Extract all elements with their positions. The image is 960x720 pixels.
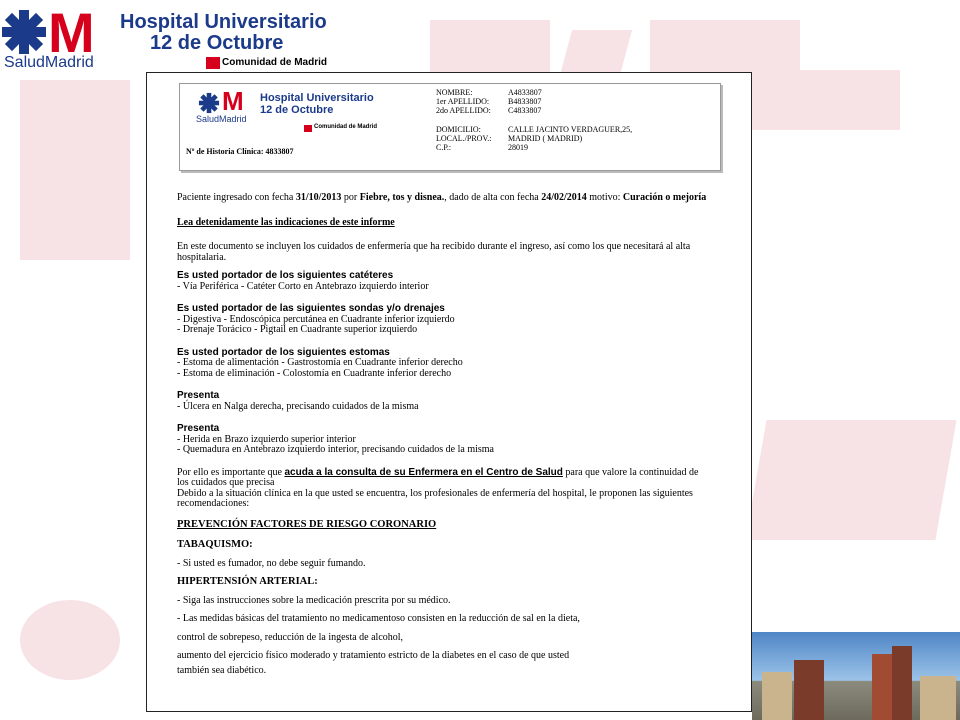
section-item: - Úlcera en Nalga derecha, precisando cuidados de la misma bbox=[177, 400, 419, 412]
patient-field bbox=[436, 97, 632, 106]
field-value: MADRID ( MADRID) bbox=[508, 134, 583, 143]
madrid-m-logo: M bbox=[48, 1, 93, 64]
hospital-name bbox=[120, 12, 327, 54]
report-hospital-line2: 12 de Octubre bbox=[260, 104, 334, 116]
patient-field bbox=[436, 106, 632, 115]
historia-clinica: Nº de Historia Clínica: 4833807 bbox=[186, 147, 294, 156]
section-item: - Vía Periférica - Catéter Corto en Antebrazo izquierdo interior bbox=[177, 280, 429, 292]
field-value: 28019 bbox=[508, 143, 528, 152]
patient-fields bbox=[436, 88, 632, 152]
report-header bbox=[179, 83, 721, 171]
saludmadrid-star-icon bbox=[198, 92, 220, 114]
section-title: Es usted portador de las siguientes sondas y/o drenajes bbox=[177, 303, 445, 314]
discharge-date: 24/02/2014 bbox=[541, 192, 587, 203]
discharge-motive: Curación o mejoría bbox=[622, 192, 707, 203]
recommendations-intro: Debido a la situación clínica en la que usted se encuentra, los profesionales de enfermería del hospital, le proponen las siguientes recomendaciones: bbox=[177, 487, 693, 509]
saludmadrid-star-icon bbox=[2, 8, 46, 56]
hospital-name-line1: Hospital Universitario bbox=[120, 11, 327, 33]
admission-date: 31/10/2013 bbox=[295, 192, 342, 203]
patient-field bbox=[436, 125, 632, 134]
patient-field bbox=[436, 88, 632, 97]
hospital-building-photo bbox=[752, 632, 960, 720]
field-label: NOMBRE: bbox=[436, 88, 473, 97]
section-item: - Digestiva - Endoscópica percutánea en Cuadrante inferior izquierdo bbox=[177, 313, 455, 325]
comunidad-flag-icon bbox=[206, 57, 220, 69]
followup-emphasis: acuda a la consulta de su Enfermera en el Centro de Salud bbox=[284, 466, 563, 478]
admission-reason: Fiebre, tos y disnea. bbox=[359, 192, 445, 203]
section-item: - Estoma de alimentación - Gastrostomía en Cuadrante inferior derecho bbox=[177, 357, 463, 368]
discharge-report-page bbox=[146, 72, 752, 712]
section-title: Es usted portador de los siguientes estomas bbox=[177, 346, 390, 358]
report-hospital-line1: Hospital Universitario bbox=[260, 92, 374, 104]
section-item: - Herida en Brazo izquierdo superior interior bbox=[177, 433, 356, 445]
tabaquismo-text: - Si usted es fumador, no debe seguir fumando. bbox=[177, 557, 366, 569]
section-item: - Drenaje Torácico - Pigtail en Cuadrante superior izquierdo bbox=[177, 324, 418, 335]
tabaquismo-title: TABAQUISMO: bbox=[177, 539, 253, 550]
madrid-m-logo: M bbox=[222, 86, 244, 116]
hospital-name-line2: 12 de Octubre bbox=[150, 32, 284, 54]
followup-text: Por ello es importante que acuda a la consulta de su Enfermera en el Centro de Salud para que valore la continuidad de los cuidados que precisa bbox=[177, 466, 699, 488]
document-intro: En este documento se incluyen los cuidados de enfermería que ha recibido durante el ingreso, así como los que necesitará al alta hospitalaria. bbox=[177, 241, 691, 263]
section-title: Es usted portador de los siguientes catéteres bbox=[177, 270, 394, 281]
field-label: 1er APELLIDO: bbox=[436, 97, 490, 106]
saludmadrid-wordmark: SaludMadrid bbox=[196, 114, 247, 124]
field-value: C4833807 bbox=[508, 106, 542, 115]
field-value: CALLE JACINTO VERDAGUER,25, bbox=[508, 125, 633, 134]
comunidad-label: Comunidad de Madrid bbox=[222, 57, 327, 68]
hipertension-item: también sea diabético. bbox=[177, 664, 267, 676]
hipertension-item: - Siga las instrucciones sobre la medicación prescrita por su médico. bbox=[177, 594, 451, 606]
hipertension-item: control de sobrepeso, reducción de la ingesta de alcohol, bbox=[177, 631, 404, 643]
prevention-title: PREVENCIÓN FACTORES DE RIESGO CORONARIO bbox=[177, 518, 437, 530]
report-comunidad-label: Comunidad de Madrid bbox=[314, 124, 377, 130]
report-hospital-name bbox=[260, 92, 374, 116]
field-value: B4833807 bbox=[508, 97, 542, 106]
watermark-shape bbox=[745, 420, 956, 540]
report-body bbox=[177, 193, 707, 676]
watermark-shape bbox=[20, 600, 120, 680]
hipertension-item: aumento del ejercicio físico moderado y tratamiento estricto de la diabetes en el caso de que usted bbox=[177, 650, 570, 661]
admission-summary: Paciente ingresado con fecha 31/10/2013 por Fiebre, tos y disnea., dado de alta con fecha 24/02/2014 motivo: Curación o mejoría bbox=[177, 192, 707, 203]
section-title: Presenta bbox=[177, 390, 220, 401]
section-item: - Quemadura en Antebrazo izquierdo interior, precisando cuidados de la misma bbox=[177, 444, 494, 455]
field-label: LOCAL./PROV.: bbox=[436, 134, 492, 143]
field-label: 2do APELLIDO: bbox=[436, 106, 491, 115]
field-label: C.P.: bbox=[436, 143, 452, 152]
watermark-shape bbox=[800, 70, 900, 130]
watermark-shape bbox=[20, 80, 130, 260]
comunidad-flag-icon bbox=[304, 125, 312, 132]
section-item: - Estoma de eliminación - Colostomía en Cuadrante inferior derecho bbox=[177, 367, 452, 379]
hipertension-title: HIPERTENSIÓN ARTERIAL: bbox=[177, 576, 318, 587]
read-notice: Lea detenidamente las indicaciones de este informe bbox=[177, 216, 395, 228]
field-label: DOMICILIO: bbox=[436, 125, 481, 134]
section-title: Presenta bbox=[177, 423, 220, 434]
field-value: A4833807 bbox=[508, 88, 542, 97]
hipertension-item: - Las medidas básicas del tratamiento no medicamentoso consisten en la reducción de sal en la dieta, bbox=[177, 613, 580, 624]
saludmadrid-wordmark: SaludMadrid bbox=[4, 54, 94, 71]
patient-field bbox=[436, 143, 632, 152]
patient-field bbox=[436, 134, 632, 143]
